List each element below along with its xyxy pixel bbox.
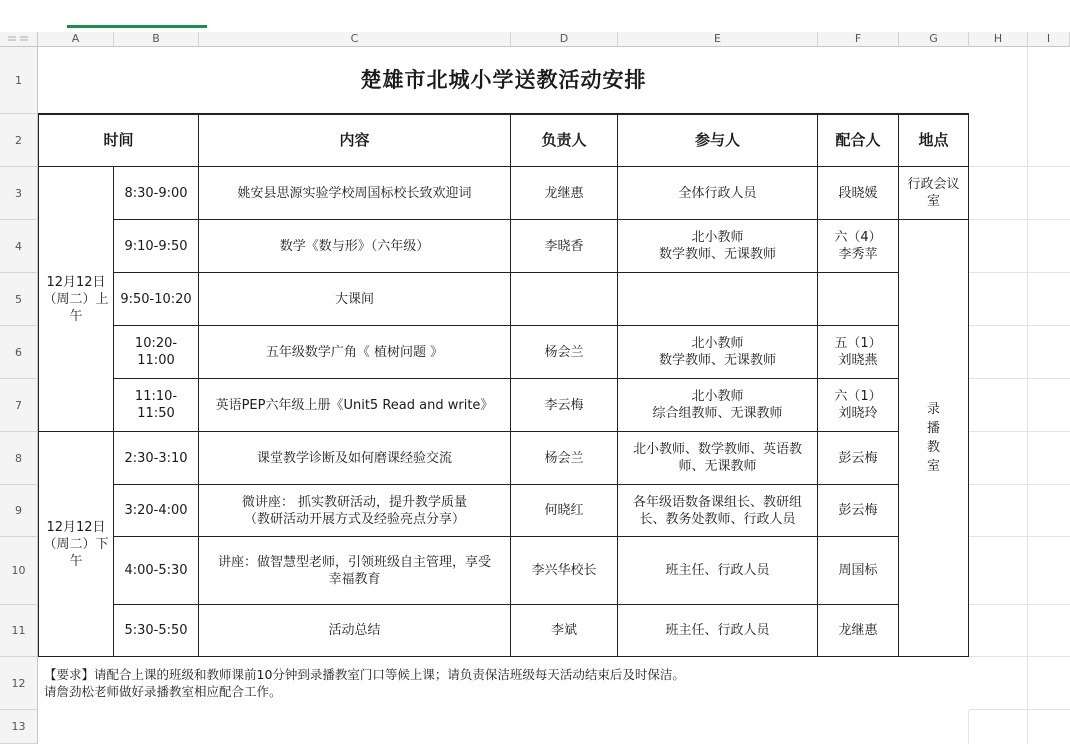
owner-cell[interactable]: 杨会兰: [511, 432, 618, 485]
column-header-d[interactable]: D: [511, 32, 618, 47]
time-cell[interactable]: 9:50-10:20: [114, 273, 199, 326]
participants-cell[interactable]: 班主任、行政人员: [618, 605, 818, 657]
row-header-12[interactable]: 12: [0, 657, 38, 710]
column-header-a[interactable]: A: [38, 32, 114, 47]
owner-cell[interactable]: 李兴华校长: [511, 537, 618, 605]
column-header-h[interactable]: H: [969, 32, 1028, 47]
owner-cell[interactable]: 李晓香: [511, 220, 618, 273]
coordinator-cell[interactable]: 六（1） 刘晓玲: [818, 379, 899, 432]
participants-cell[interactable]: 各年级语数备课组长、教研组 长、教务处教师、行政人员: [618, 485, 818, 537]
coordinator-cell[interactable]: 彭云梅: [818, 432, 899, 485]
row-header-5[interactable]: 5: [0, 273, 38, 326]
content-cell[interactable]: 英语PEP六年级上册《Unit5 Read and write》: [199, 379, 511, 432]
coordinator-cell[interactable]: 六（4） 李秀苹: [818, 220, 899, 273]
participants-cell[interactable]: 班主任、行政人员: [618, 537, 818, 605]
location-cell-admin-room[interactable]: 行政会议室: [899, 167, 969, 220]
content-cell[interactable]: 数学《数与形》（六年级）: [199, 220, 511, 273]
location-cell-studio[interactable]: [899, 220, 969, 657]
content-cell[interactable]: 微讲座： 抓实教研活动，提升教学质量 （教研活动开展方式及经验亮点分享）: [199, 485, 511, 537]
session-afternoon-cell[interactable]: 12月12日（周二）下午: [38, 432, 114, 657]
row-header-8[interactable]: 8: [0, 432, 38, 485]
coordinator-cell[interactable]: 五（1） 刘晓燕: [818, 326, 899, 379]
content-cell[interactable]: 活动总结: [199, 605, 511, 657]
header-content[interactable]: 内容: [199, 114, 511, 167]
column-header-e[interactable]: E: [618, 32, 818, 47]
coordinator-cell[interactable]: 彭云梅: [818, 485, 899, 537]
time-cell[interactable]: 8:30-9:00: [114, 167, 199, 220]
row-header-2[interactable]: 2: [0, 114, 38, 167]
participants-cell[interactable]: 北小教师、数学教师、英语教 师、无课教师: [618, 432, 818, 485]
content-cell[interactable]: 讲座：做智慧型老师，引领班级自主管理，享受 幸福教育: [199, 537, 511, 605]
row-header-13[interactable]: 13: [0, 710, 38, 744]
column-header-f[interactable]: F: [818, 32, 899, 47]
header-time[interactable]: 时间: [38, 114, 199, 167]
content-cell[interactable]: 大课间: [199, 273, 511, 326]
column-header-b[interactable]: B: [114, 32, 199, 47]
active-sheet-tab-indicator[interactable]: [67, 25, 207, 28]
participants-cell[interactable]: [618, 273, 818, 326]
content-cell[interactable]: 课堂教学诊断及如何磨课经验交流: [199, 432, 511, 485]
owner-cell[interactable]: 李斌: [511, 605, 618, 657]
time-cell[interactable]: 2:30-3:10: [114, 432, 199, 485]
select-all-corner[interactable]: [0, 32, 38, 47]
row-header-7[interactable]: 7: [0, 379, 38, 432]
session-morning-cell[interactable]: 12月12日（周二）上午: [38, 167, 114, 432]
coordinator-cell[interactable]: 周国标: [818, 537, 899, 605]
owner-cell[interactable]: 何晓红: [511, 485, 618, 537]
owner-cell[interactable]: [511, 273, 618, 326]
column-header-c[interactable]: C: [199, 32, 511, 47]
time-cell[interactable]: 3:20-4:00: [114, 485, 199, 537]
select-all-icon: [6, 35, 30, 44]
grid-line: [1027, 47, 1028, 744]
row-header-1[interactable]: 1: [0, 47, 38, 114]
header-coordinator[interactable]: 配合人: [818, 114, 899, 167]
participants-cell[interactable]: 北小教师 数学教师、无课教师: [618, 326, 818, 379]
header-location[interactable]: 地点: [899, 114, 969, 167]
owner-cell[interactable]: 李云梅: [511, 379, 618, 432]
time-cell[interactable]: 9:10-9:50: [114, 220, 199, 273]
participants-cell[interactable]: 全体行政人员: [618, 167, 818, 220]
time-cell[interactable]: 5:30-5:50: [114, 605, 199, 657]
participants-cell[interactable]: 北小教师 数学教师、无课教师: [618, 220, 818, 273]
content-cell[interactable]: 姚安县思源实验学校周国标校长致欢迎词: [199, 167, 511, 220]
requirements-note-cell[interactable]: 【要求】请配合上课的班级和教师课前10分钟到录播教室门口等候上课；请负责保洁班级每天活动结束后及时保洁。 请詹劲松老师做好录播教室相应配合工作。: [38, 657, 969, 710]
row-header-3[interactable]: 3: [0, 167, 38, 220]
column-header-g[interactable]: G: [899, 32, 969, 47]
participants-cell[interactable]: 北小教师 综合组教师、无课教师: [618, 379, 818, 432]
header-participants[interactable]: 参与人: [618, 114, 818, 167]
row-header-9[interactable]: 9: [0, 485, 38, 537]
time-cell[interactable]: 10:20-11:00: [114, 326, 199, 379]
coordinator-cell[interactable]: 段晓媛: [818, 167, 899, 220]
sheet-title-cell[interactable]: 楚雄市北城小学送教活动安排: [38, 47, 969, 114]
coordinator-cell[interactable]: [818, 273, 899, 326]
content-cell[interactable]: 五年级数学广角《 植树问题 》: [199, 326, 511, 379]
time-cell[interactable]: 4:00-5:30: [114, 537, 199, 605]
column-header-i[interactable]: I: [1028, 32, 1070, 47]
header-owner[interactable]: 负责人: [511, 114, 618, 167]
owner-cell[interactable]: 龙继惠: [511, 167, 618, 220]
location-studio-text: 录播教室: [926, 402, 940, 474]
row-header-11[interactable]: 11: [0, 605, 38, 657]
owner-cell[interactable]: 杨会兰: [511, 326, 618, 379]
time-cell[interactable]: 11:10-11:50: [114, 379, 199, 432]
row-header-10[interactable]: 10: [0, 537, 38, 605]
row-header-4[interactable]: 4: [0, 220, 38, 273]
row-header-6[interactable]: 6: [0, 326, 38, 379]
coordinator-cell[interactable]: 龙继惠: [818, 605, 899, 657]
